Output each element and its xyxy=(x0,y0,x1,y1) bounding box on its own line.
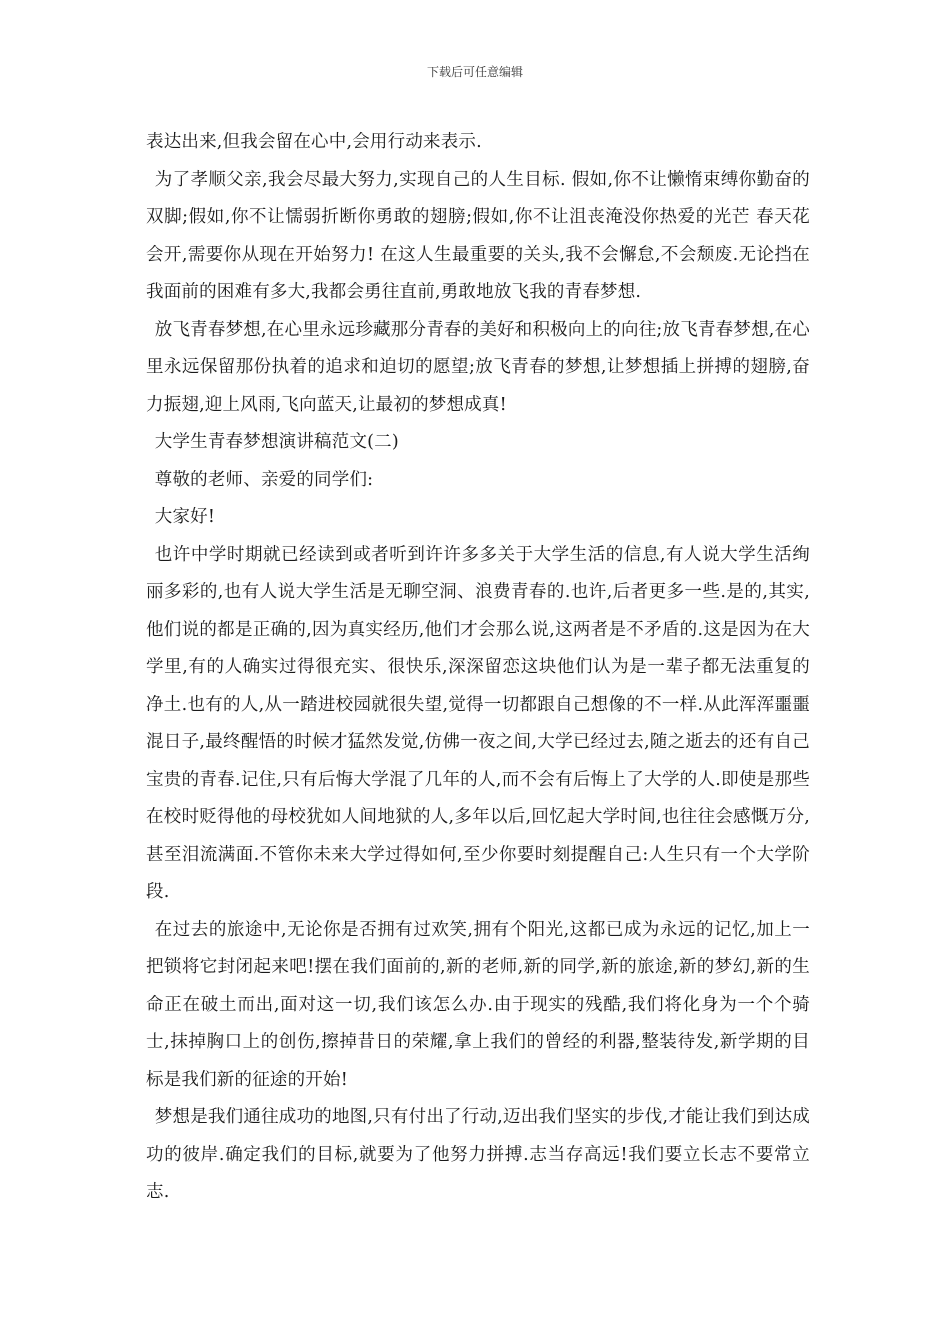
page-header: 下载后可任意编辑 xyxy=(426,65,523,79)
paragraph-9: 梦想是我们通往成功的地图,只有付出了行动,迈出我们坚实的步伐,才能让我们到达成功的彼岸.确定我们的目标,就要为了他努力拼搏.志当存高远!我们要立长志不要常立志. xyxy=(146,1107,810,1202)
paragraph-2: 为了孝顺父亲,我会尽最大努力,实现自己的人生目标. 假如,你不让懒惰束缚你勤奋的双脚;假如,你不让懦弱折断你勇敢的翅膀;假如,你不让沮丧淹没你热爱的光芒 春天花会开,需要你从现在开始努力! 在这人生最重要的关头,我不会懈怠,不会颓废.无论挡在我面前的困难有多大,我都会勇往直前,勇敢地放飞我的青春梦想. xyxy=(146,169,810,302)
paragraph-1: 表达出来,但我会留在心中,会用行动来表示. xyxy=(146,132,482,152)
greeting: 大家好! xyxy=(154,507,216,527)
document-body xyxy=(146,124,810,1212)
paragraph-3: 放飞青春梦想,在心里永远珍藏那分青春的美好和积极向上的向往;放飞青春梦想,在心里永远保留那份执着的追求和迫切的愿望;放飞青春的梦想,让梦想插上拼搏的翅膀,奋力振翅,迎上风雨,飞向蓝天,让最初的梦想成真! xyxy=(146,319,810,415)
salutation: 尊敬的老师、亲爱的同学们: xyxy=(154,469,374,490)
paragraph-7: 也许中学时期就已经读到或者听到许许多多关于大学生活的信息,有人说大学生活绚丽多彩的,也有人说大学生活是无聊空洞、浪费青春的.也许,后者更多一些.是的,其实,他们说的都是正确的,因为真实经历,他们才会那么说,这两者是不矛盾的.这是因为在大学里,有的人确实过得很充实、很快乐,深深留恋这块他们认为是一辈子都无法重复的净土.也有的人,从一踏进校园就很失望,觉得一切都跟自己想像的不一样.从此浑浑噩噩混日子,最终醒悟的时候才猛然发觉,仿佛一夜之间,大学已经过去,随之逝去的还有自己宝贵的青春.记住,只有后悔大学混了几年的人,而不会有后悔上了大学的人.即使是那些在校时贬得他的母校犹如人间地狱的人,多年以后,回忆起大学时间,也往往会感慨万分,甚至泪流满面.不管你未来大学过得如何,至少你要时刻提醒自己:人生只有一个大学阶段. xyxy=(146,544,810,902)
section-title: 大学生青春梦想演讲稿范文(二) xyxy=(154,432,399,452)
paragraph-8: 在过去的旅途中,无论你是否拥有过欢笑,拥有个阳光,这都已成为永远的记忆,加上一把锁将它封闭起来吧!摆在我们面前的,新的老师,新的同学,新的旅途,新的梦幻,新的生命正在破土而出,面对这一切,我们该怎么办.由于现实的残酷,我们将化身为一个个骑士,抹掉胸口上的创伤,擦掉昔日的荣耀,拿上我们的曾经的利器,整装待发,新学期的目标是我们新的征途的开始! xyxy=(146,919,810,1090)
